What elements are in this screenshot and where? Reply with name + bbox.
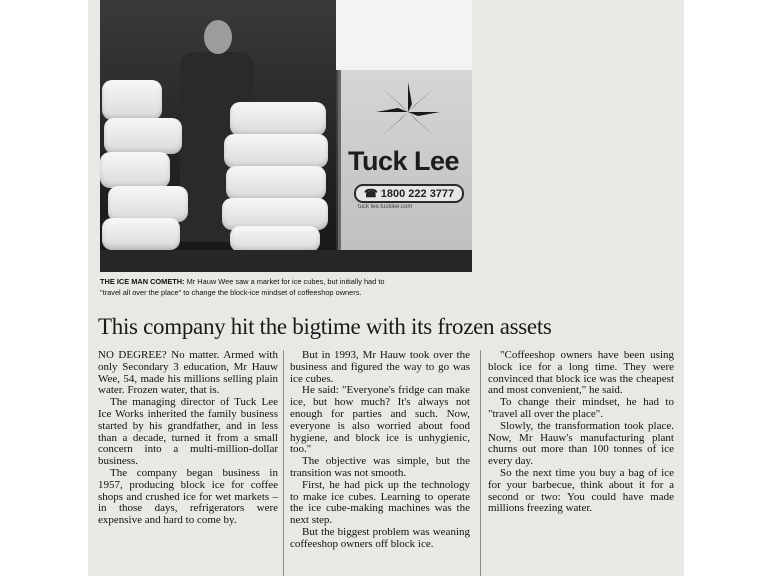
person-head (204, 20, 232, 54)
ice-bag (230, 226, 320, 252)
photo-background (336, 0, 472, 70)
paragraph: The managing director of Tuck Lee Ice Works inherited the family business started by his grandfather, and in less than a decade, turned it from a small concern into a multi-million-dollar business. (98, 396, 278, 468)
paragraph: To change their mindset, he had to "travel all over the place". (488, 396, 674, 420)
paragraph: The objective was simple, but the transition was not smooth. (290, 455, 470, 479)
truck-logo-phone: ☎ 1800 222 3777 (354, 184, 464, 203)
photo-ice-man (100, 0, 472, 272)
truck-logo-website: tuck lee.tucklee.com (358, 204, 413, 210)
paragraph: NO DEGREE? No matter. Armed with only Secondary 3 education, Mr Hauw Wee, 54, made his millions selling plain water. Frozen water, that is. (98, 349, 278, 397)
paragraph: But the biggest problem was weaning coffeeshop owners off block ice. (290, 525, 470, 550)
ice-bag (108, 186, 188, 222)
column-divider (480, 350, 481, 576)
truck-floor (100, 250, 472, 272)
column-divider (283, 350, 284, 576)
paragraph: The company began business in 1957, producing block ice for coffee shops and crushed ice for wet markets – in those days, refrigerators were expensive and hard to come by. (98, 466, 278, 527)
caption-title: THE ICE MAN COMETH: (100, 277, 185, 286)
paragraph: But in 1993, Mr Hauw took over the business and figured the way to go was ice cubes. (290, 349, 470, 385)
article-column-3 (488, 350, 674, 515)
ice-bag (102, 80, 162, 120)
photo-caption (100, 276, 472, 298)
ice-bag (230, 102, 326, 136)
ice-bag (102, 218, 180, 250)
ice-bag (224, 134, 328, 168)
ice-bag (226, 166, 326, 200)
tuck-lee-logo-icon (376, 82, 440, 146)
caption-line-2: "travel all over the place" to change the block-ice mindset of coffeeshop owners. (100, 288, 362, 297)
truck-logo-name: Tuck Lee (348, 146, 460, 176)
paragraph: First, he had pick up the technology to make ice cubes. Learning to operate the ice cube-making machines was the next step. (290, 478, 470, 527)
paragraph: Slowly, the transformation took place. Now, Mr Hauw's manufacturing plant churns out more than 100 tonnes of ice every day. (488, 419, 674, 468)
article-headline: This company hit the bigtime with its frozen assets (98, 314, 552, 339)
ice-bag (104, 118, 182, 154)
newspaper-clipping (88, 0, 684, 576)
ice-bag (100, 152, 170, 188)
caption-line-1: Mr Hauw Wee saw a market for ice cubes, but initially had to (186, 277, 385, 286)
paragraph: So the next time you buy a bag of ice for your barbecue, think about it for a second or two: You could have made millions freezing water. (488, 466, 674, 515)
paragraph: He said: "Everyone's fridge can make ice, but how much? It's always not enough for parties and such. Now, everyone is also worried about food hygiene, and block ice is unhygienic, too." (290, 384, 470, 456)
article-column-1 (98, 350, 278, 527)
article-column-2 (290, 350, 470, 551)
paragraph: "Coffeeshop owners have been using block ice for a long time. They were convinced that block ice was the cheapest and most convenient," he said. (488, 349, 674, 397)
